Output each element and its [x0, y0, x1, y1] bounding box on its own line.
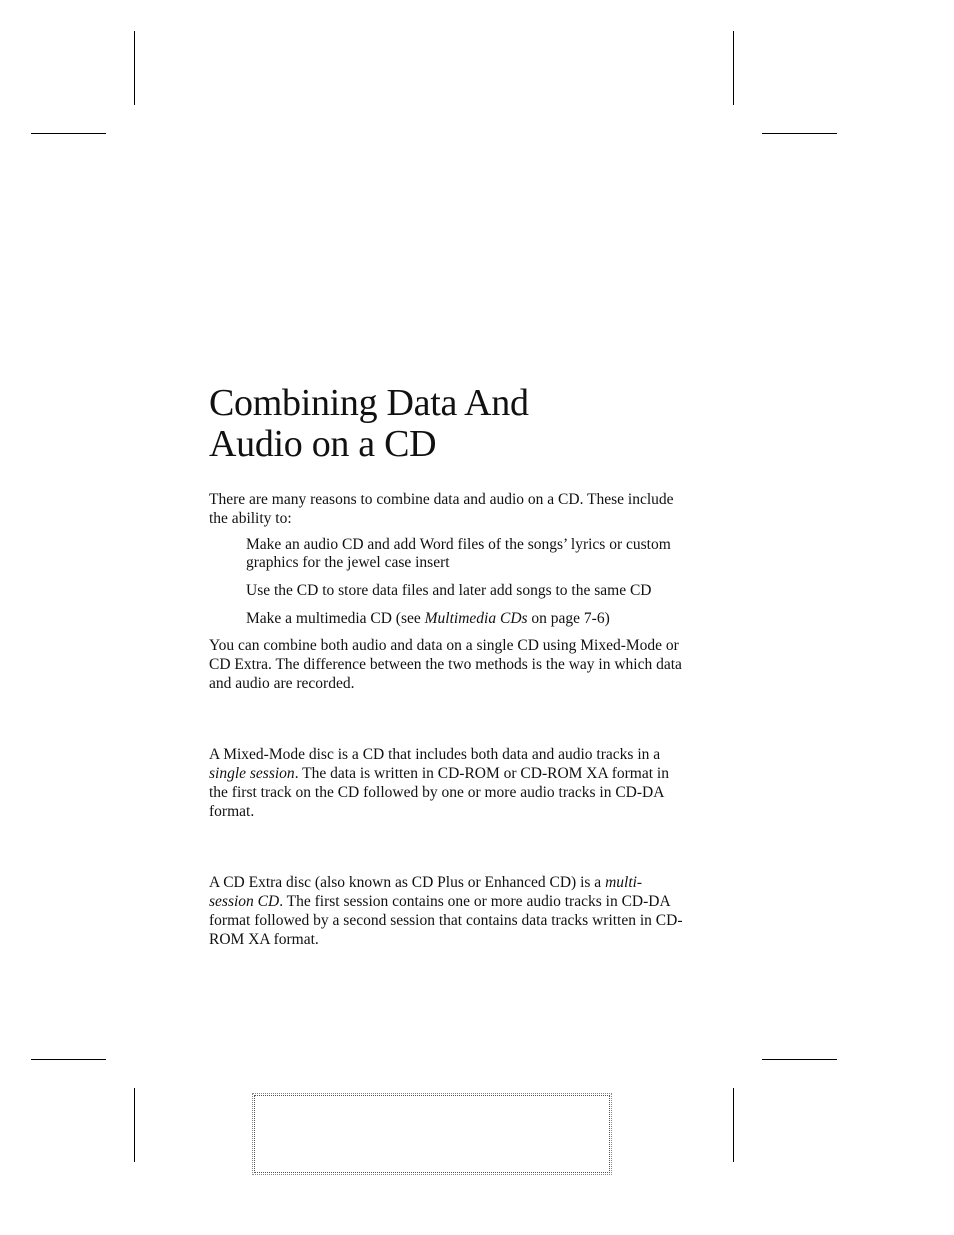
cd-extra-emphasis: multi-session CD [209, 874, 643, 910]
page-title [209, 383, 684, 465]
cross-reference-link: Multimedia CDs [424, 610, 528, 627]
crop-mark-bottom-left-vertical [134, 1088, 135, 1162]
combine-paragraph: You can combine both audio and data on a single CD using Mixed-Mode or CD Extra. The difference between the two methods is the way in which data and audio are recorded. [209, 637, 682, 692]
crop-mark-top-left-vertical [134, 31, 135, 105]
mixed-mode-text: . The data is written in CD-ROM or CD-ROM XA format in the first track on the CD followed by one or more audio tracks in CD-DA format. [209, 765, 669, 820]
crop-mark-top-left-horizontal [31, 133, 106, 134]
page-title-line-2: Audio on a CD [209, 423, 437, 465]
crop-mark-top-right-vertical [733, 31, 734, 105]
cd-extra-text: . The first session contains one or more audio tracks in CD-DA format followed by a second session that contains data tracks written in CD-ROM XA format. [209, 893, 683, 948]
mixed-mode-paragraph [209, 745, 684, 821]
reasons-list [246, 536, 684, 628]
cd-extra-text: A CD Extra disc (also known as CD Plus or Enhanced CD) is a [209, 874, 606, 891]
crop-mark-bottom-right-horizontal [762, 1059, 837, 1060]
mixed-mode-emphasis: single session [209, 765, 295, 782]
footer-frame [254, 1095, 610, 1173]
crop-mark-bottom-left-horizontal [31, 1059, 106, 1060]
crop-mark-bottom-right-vertical [733, 1088, 734, 1162]
list-item-text: Make a multimedia CD (see [246, 610, 425, 627]
list-item: Use the CD to store data files and later add songs to the same CD [246, 582, 652, 599]
crop-mark-top-right-horizontal [762, 133, 837, 134]
list-item [246, 610, 684, 628]
list-item-text: on page 7-6) [527, 610, 610, 627]
page-title-line-1: Combining Data And [209, 382, 529, 424]
cd-extra-paragraph [209, 873, 684, 949]
page-content [209, 383, 684, 949]
mixed-mode-text: A Mixed-Mode disc is a CD that includes both data and audio tracks in a [209, 746, 661, 763]
intro-paragraph: There are many reasons to combine data and audio on a CD. These include the ability to: [209, 491, 674, 527]
list-item: Make an audio CD and add Word files of the songs’ lyrics or custom graphics for the jewel case insert [246, 536, 671, 571]
